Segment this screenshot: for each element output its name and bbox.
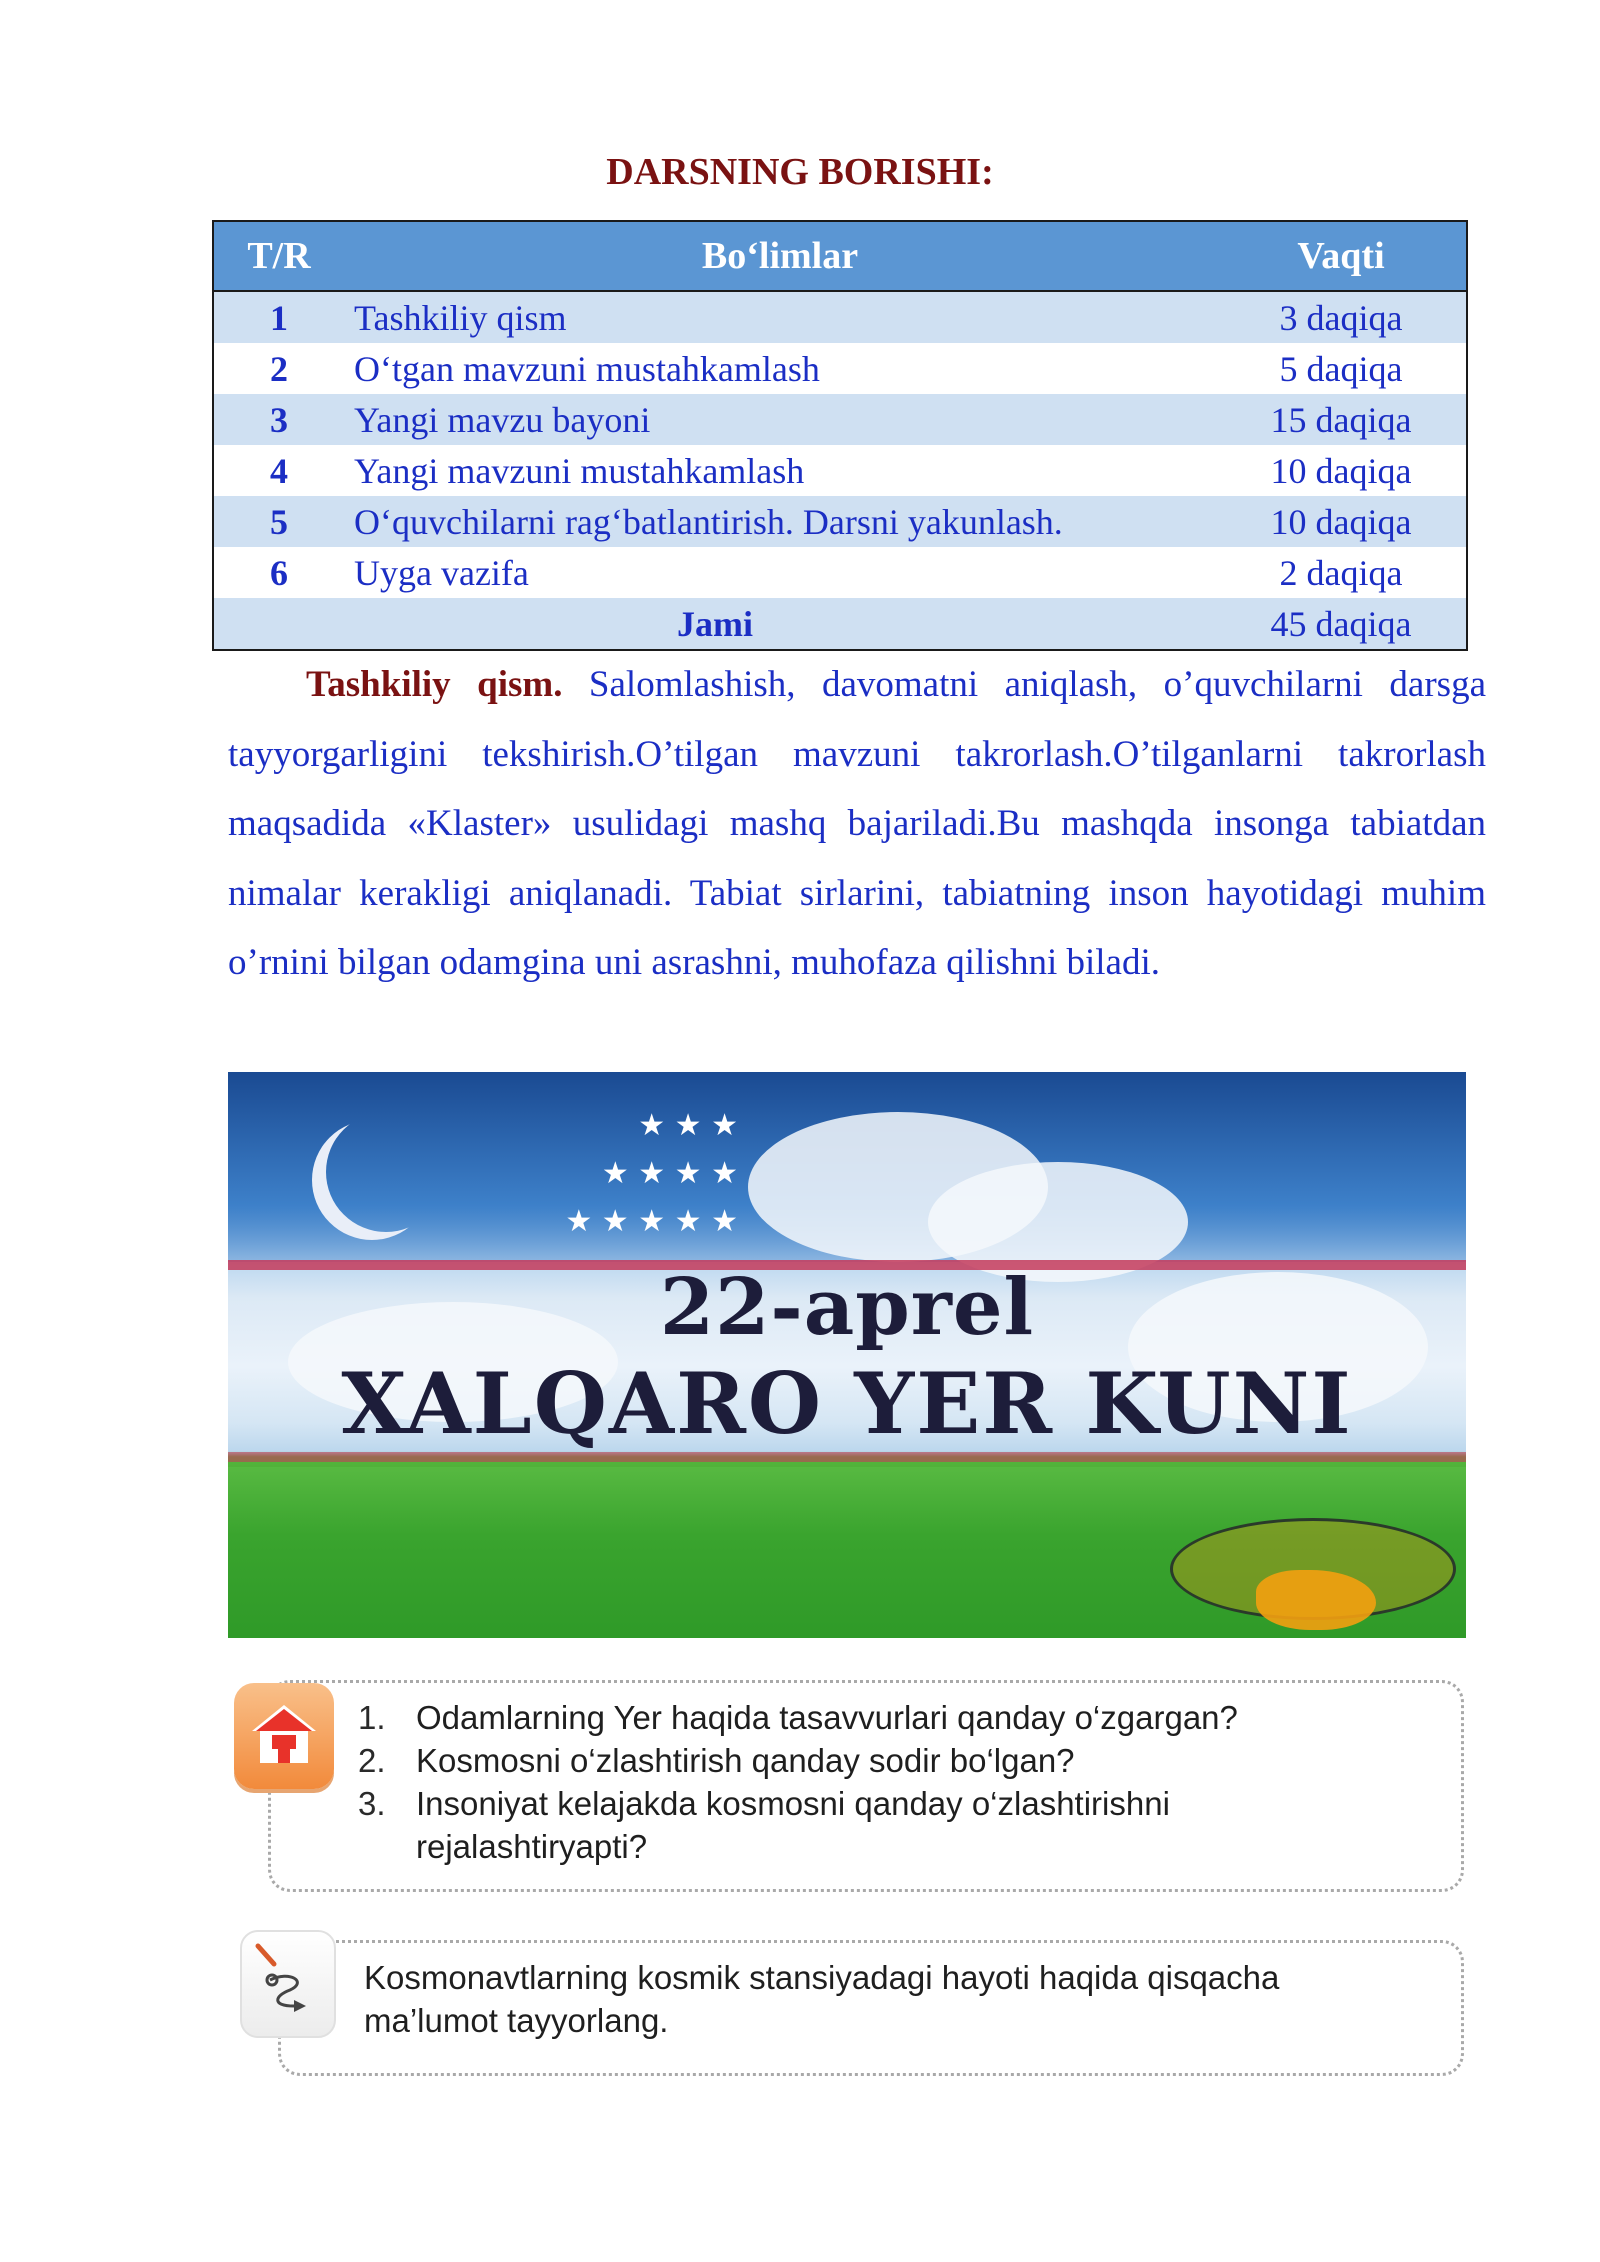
column-header-number: T/R (213, 221, 344, 291)
crescent-moon-icon (326, 1112, 446, 1232)
banner-title: XALQARO YER KUNI (341, 1354, 1353, 1453)
column-header-time: Vaqti (1216, 221, 1467, 291)
row-section: Yangi mavzuni mustahkamlash (344, 445, 1216, 496)
paragraph-text: Salomlashish, davomatni aniqlash, o’quvchilarni darsga tayyorgarligini tekshirish.O’tilgan mavzuni takrorlash.O’tilganlarni takrorlash maqsadida «Klaster» usulidagi mashq bajariladi.Bu mashqda insonga tabiatdan nimalar kerakligi aniqlanadi. Tabiat sirlarini, tabiatning inson hayotidagi muhim o’rnini bilgan odamgina uni asrashni, muhofaza qilishni biladi. (228, 664, 1486, 983)
house-icon (234, 1683, 334, 1789)
body-paragraph (228, 650, 1486, 998)
row-section: Tashkiliy qism (344, 291, 1216, 343)
homework-icon (240, 1930, 336, 2038)
table-row (213, 445, 1467, 496)
banner-date: 22-aprel (659, 1262, 1035, 1353)
questions-list (358, 1696, 1358, 1868)
flag-stripe (228, 1452, 1466, 1462)
row-number: 4 (213, 445, 344, 496)
row-time: 2 daqiqa (1216, 547, 1467, 598)
question-text: Odamlarning Yer haqida tasavvurlari qanday o‘zgargan? (416, 1699, 1238, 1736)
row-time: 10 daqiqa (1216, 496, 1467, 547)
question-number: 2. (358, 1742, 386, 1779)
row-number: 5 (213, 496, 344, 547)
row-section: Yangi mavzu bayoni (344, 394, 1216, 445)
row-section: O‘quvchilarni rag‘batlantirish. Darsni yakunlash. (344, 496, 1216, 547)
question-number: 1. (358, 1699, 386, 1736)
row-section: Uyga vazifa (344, 547, 1216, 598)
column-header-sections: Bo‘limlar (344, 221, 1216, 291)
row-number: 1 (213, 291, 344, 343)
question-number: 3. (358, 1785, 386, 1822)
lesson-plan-table (212, 220, 1468, 651)
row-time: 10 daqiqa (1216, 445, 1467, 496)
table-total-row (213, 598, 1467, 650)
earth-day-banner-image (228, 1072, 1466, 1638)
list-item (358, 1782, 1358, 1868)
table-row (213, 291, 1467, 343)
table-row (213, 547, 1467, 598)
table-row (213, 394, 1467, 445)
list-item (358, 1739, 1358, 1782)
table-row (213, 343, 1467, 394)
row-number: 3 (213, 394, 344, 445)
row-time: 3 daqiqa (1216, 291, 1467, 343)
stars-icon: ★ ★ ★ ★ ★ ★ ★ ★ ★ ★ ★ ★ (565, 1108, 738, 1239)
total-time: 45 daqiqa (1216, 598, 1467, 650)
page-title: DARSNING BORISHI: (606, 151, 994, 193)
row-time: 15 daqiqa (1216, 394, 1467, 445)
total-label: Jami (213, 598, 1216, 650)
table-row (213, 496, 1467, 547)
row-number: 2 (213, 343, 344, 394)
table-header-row (213, 221, 1467, 291)
list-item (358, 1696, 1358, 1739)
question-text: Insoniyat kelajakda kosmosni qanday o‘zlashtirishni rejalashtiryapti? (416, 1785, 1170, 1865)
row-section: O‘tgan mavzuni mustahkamlash (344, 343, 1216, 394)
row-time: 5 daqiqa (1216, 343, 1467, 394)
paragraph-lead: Tashkiliy qism. (306, 664, 563, 705)
row-number: 6 (213, 547, 344, 598)
homework-text: Kosmonavtlarning kosmik stansiyadagi hayoti haqida qisqacha ma’lumot tayyorlang. (364, 1959, 1280, 2039)
question-text: Kosmosni o‘zlashtirish qanday sodir bo‘lgan? (416, 1742, 1075, 1779)
